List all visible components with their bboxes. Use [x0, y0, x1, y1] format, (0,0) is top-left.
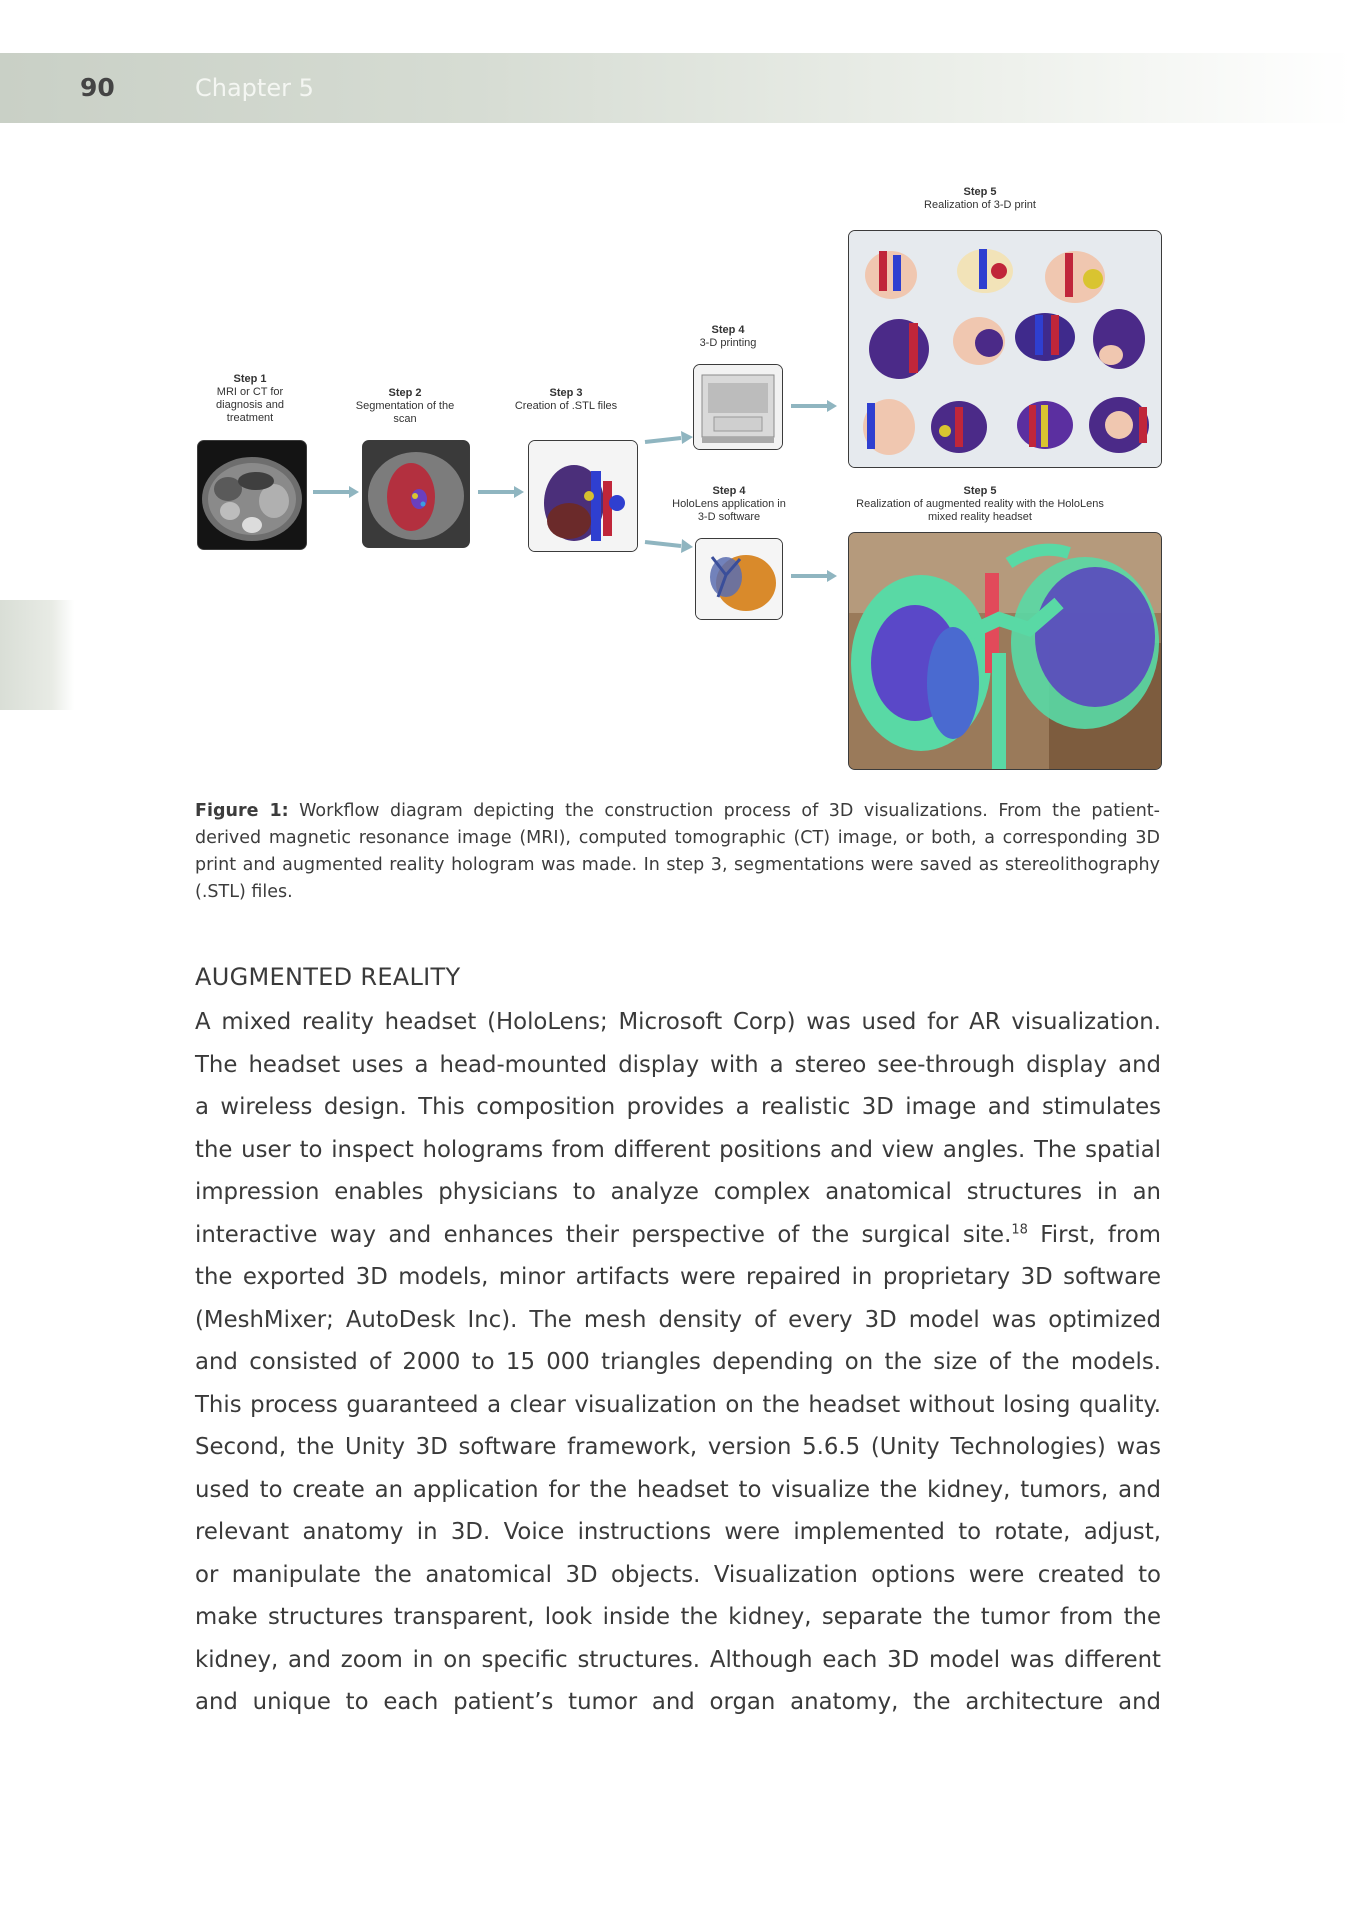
step5b-desc: Realization of augmented reality with the HoloLens mixed reality headset: [856, 498, 1104, 523]
paragraph-line: or manipulate the anatomical 3D objects. Visualization options were created to: [195, 1561, 1161, 1588]
page-number: 90: [80, 73, 115, 102]
step3-label: [511, 387, 621, 413]
body-paragraph: [195, 1001, 1161, 1724]
step2-segmentation-image: [362, 440, 470, 548]
step1-label: [195, 373, 305, 425]
step5a-title: Step 5: [963, 186, 997, 198]
arrow-step4a-to-step5a: [791, 398, 841, 414]
paragraph-line: used to create an application for the headset to visualize the kidney, tumors, and: [195, 1476, 1161, 1503]
step4b-hololens-app-image: [695, 538, 783, 620]
paragraph-line: Second, the Unity 3D software framework, version 5.6.5 (Unity Technologies) was: [195, 1434, 1161, 1460]
arrow-step2-to-step3: [478, 484, 526, 500]
step4a-label: [678, 324, 778, 350]
step5a-label: [855, 186, 1105, 212]
paragraph-line-with-citation: [195, 1214, 1161, 1257]
chapter-label: Chapter 5: [195, 74, 314, 102]
paragraph-line: impression enables physicians to analyze complex anatomical structures in an: [195, 1179, 1161, 1205]
arrow-step4b-to-step5b: [791, 568, 841, 584]
paragraph-line-tail: First, from: [1027, 1221, 1161, 1248]
citation-superscript: 18: [1011, 1221, 1028, 1237]
step2-desc: Segmentation of the scan: [355, 400, 455, 425]
step2-title: Step 2: [388, 387, 422, 399]
step1-desc: MRI or CT for diagnosis and treatment: [216, 386, 284, 424]
paragraph-line: and unique to each patient’s tumor and organ anatomy, the architecture and: [195, 1689, 1161, 1715]
paragraph-line-text: interactive way and enhances their perspective of the surgical site.: [195, 1221, 1012, 1248]
workflow-figure: [195, 186, 1160, 770]
paragraph-line: a wireless design. This composition provides a realistic 3D image and stimulates: [195, 1094, 1161, 1120]
step4a-title: Step 4: [711, 324, 745, 336]
step5a-3d-prints-photo: [848, 230, 1162, 468]
step5a-desc: Realization of 3-D print: [924, 199, 1036, 211]
paragraph-line: A mixed reality headset (HoloLens; Microsoft Corp) was used for AR visualization.: [195, 1009, 1161, 1035]
arrow-step3-to-step4b: [643, 536, 695, 556]
paragraph-line: This process guaranteed a clear visualization on the headset without losing quality.: [195, 1391, 1161, 1418]
paragraph-line: the exported 3D models, minor artifacts were repaired in proprietary 3D software: [195, 1264, 1161, 1290]
step3-title: Step 3: [549, 387, 583, 399]
paragraph-line: kidney, and zoom in on specific structures. Although each 3D model was different: [195, 1646, 1161, 1673]
section-heading: AUGMENTED REALITY: [195, 963, 461, 991]
side-thumb-tab: [0, 600, 74, 710]
paragraph-line: and consisted of 2000 to 15 000 triangles depending on the size of the models.: [195, 1349, 1161, 1375]
step4b-desc: HoloLens application in 3-D software: [672, 498, 786, 523]
step4a-desc: 3-D printing: [699, 337, 757, 349]
step5b-hololens-view-photo: [848, 532, 1162, 770]
paragraph-line: The headset uses a head-mounted display with a stereo see-through display and: [195, 1051, 1161, 1078]
arrow-step3-to-step4a: [643, 428, 695, 448]
step4b-title: Step 4: [712, 485, 746, 497]
step3-stl-model-image: [528, 440, 638, 552]
caption-text: Workflow diagram depicting the construction process of 3D visualizations. From the patient-derived magnetic resonance image (MRI), computed tomographic (CT) image, or both, a corresponding 3D print and augmented reality hologram was made. In step 3, segmentations were saved as stereolithography (.STL) files.: [195, 801, 1160, 902]
step1-title: Step 1: [233, 373, 267, 385]
step5b-label: [855, 485, 1105, 524]
paragraph-line: (MeshMixer; AutoDesk Inc). The mesh density of every 3D model was optimized: [195, 1306, 1161, 1333]
paragraph-line: relevant anatomy in 3D. Voice instructions were implemented to rotate, adjust,: [195, 1519, 1161, 1545]
step3-desc: Creation of .STL files: [514, 400, 618, 412]
arrow-step1-to-step2: [313, 484, 361, 500]
paragraph-line: the user to inspect holograms from different positions and view angles. The spatial: [195, 1136, 1161, 1163]
step5b-title: Step 5: [963, 485, 997, 497]
step2-label: [350, 387, 460, 426]
paragraph-line: make structures transparent, look inside the kidney, separate the tumor from the: [195, 1604, 1161, 1630]
caption-label: Figure 1:: [195, 801, 289, 821]
step4b-label: [670, 485, 788, 524]
figure-caption: [195, 798, 1160, 906]
step1-ct-scan-image: [197, 440, 307, 550]
step4a-3d-printer-image: [693, 364, 783, 450]
